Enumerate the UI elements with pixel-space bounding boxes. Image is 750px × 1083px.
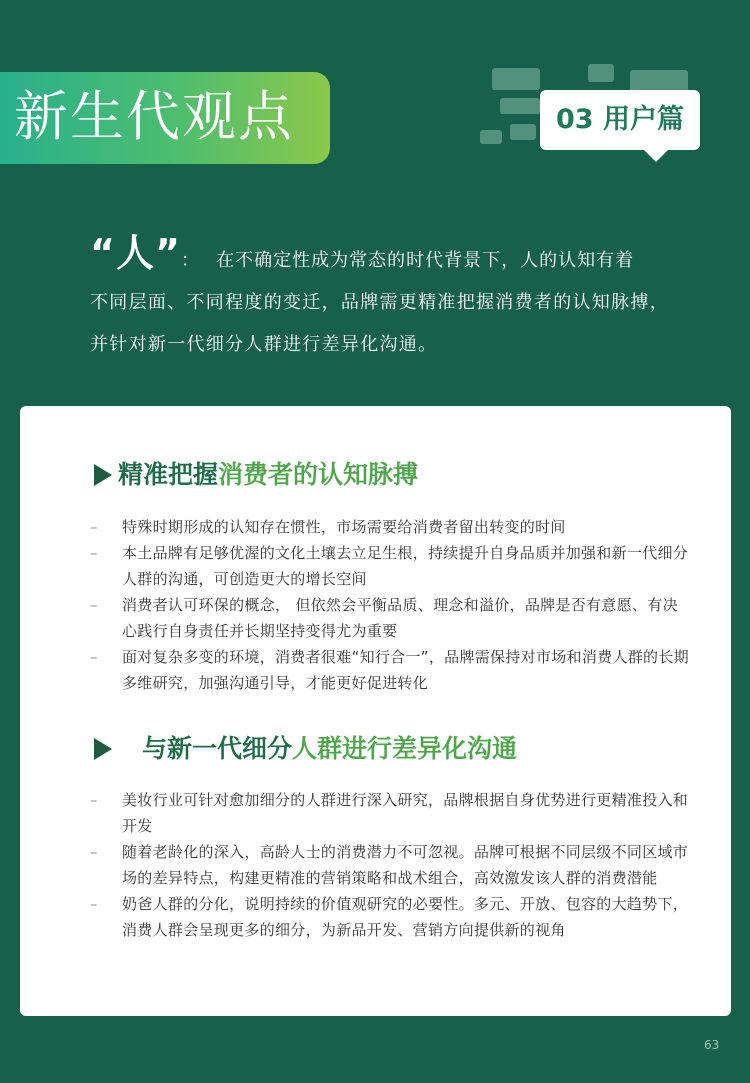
list-item: – 面对复杂多变的环境，消费者很难“知行合一”，品牌需保持对市场和消费人群的长期多维研究，加强沟通引导，才能更好促进转化: [90, 644, 690, 696]
section-title-1: [94, 458, 418, 492]
intro-first-line: 在不确定性成为常态的时代背景下，人的认知有着: [216, 250, 635, 271]
section-title-2: [94, 732, 517, 766]
list-item: – 消费者认可环保的概念， 但依然会平衡品质、理念和溢价，品牌是否有意愿、有决心践行自身责任并长期坚持变得尤为重要: [90, 592, 690, 644]
page-title: 新生代观点: [14, 85, 294, 148]
section-title-1-highlight: 消费者的认知脉搏: [218, 460, 419, 489]
page-number: 63: [704, 1038, 720, 1052]
intro-colon: ：: [180, 250, 199, 271]
triangle-arrow-icon: [94, 738, 112, 760]
section-badge: [540, 90, 700, 150]
intro-lead: “人”: [90, 231, 181, 275]
list-item: – 随着老龄化的深入，高龄人士的消费潜力不可忽视。品牌可根据不同层级不同区域市场的差异特点，构建更精准的营销策略和战术组合，高效激发该人群的消费潜能: [90, 839, 690, 891]
intro-paragraph: [90, 232, 670, 366]
section-2-list: [90, 787, 690, 943]
badge-label: 03 用户篇: [556, 104, 684, 135]
intro-text: 不同层面、不同程度的变迁，品牌需更精准把握消费者的认知脉搏，并针对新一代细分人群进行差异化沟通。: [90, 292, 669, 355]
list-item: – 本土品牌有足够优渥的文化土壤去立足生根，持续提升自身品质并加强和新一代细分人群的沟通，可创造更大的增长空间: [90, 540, 690, 592]
section-title-2-highlight: 人群进行差异化沟通: [292, 734, 518, 763]
content-card: [20, 406, 731, 1016]
list-item: – 特殊时期形成的认知存在惯性，市场需要给消费者留出转变的时间: [90, 514, 690, 540]
section-title-2-dark: 与新一代细分: [142, 734, 293, 763]
list-item: – 奶爸人群的分化，说明持续的价值观研究的必要性。多元、开放、包容的大趋势下，消费人群会呈现更多的细分，为新品开发、营销方向提供新的视角: [90, 891, 690, 943]
triangle-arrow-icon: [94, 464, 112, 486]
section-1-list: [90, 514, 690, 696]
list-item: – 美妆行业可针对愈加细分的人群进行深入研究，品牌根据自身优势进行更精准投入和开发: [90, 787, 690, 839]
title-banner: [0, 72, 330, 164]
section-title-1-dark: 精准把握: [118, 460, 219, 489]
